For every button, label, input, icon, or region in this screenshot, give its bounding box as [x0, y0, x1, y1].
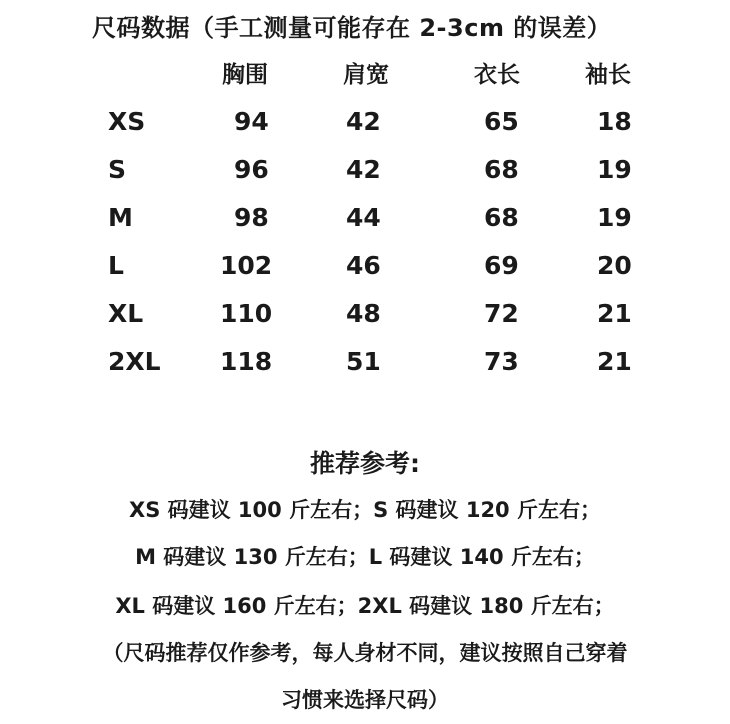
length-value: 72	[484, 299, 519, 328]
sleeve-value: 20	[597, 251, 632, 280]
length-value: 73	[484, 347, 519, 376]
recommend-line: M 码建议 130 斤左右；L 码建议 140 斤左右；	[135, 545, 595, 569]
sleeve-value: 19	[597, 203, 632, 232]
length-value: 65	[484, 107, 519, 136]
length-value: 68	[484, 203, 519, 232]
sleeve-value: 18	[597, 107, 632, 136]
shoulder-value: 44	[346, 203, 381, 232]
length-value: 68	[484, 155, 519, 184]
column-header-chest: 胸围	[222, 62, 268, 88]
row-size-label: 2XL	[108, 347, 161, 376]
row-size-label: L	[108, 251, 124, 280]
recommend-line: XS 码建议 100 斤左右；S 码建议 120 斤左右；	[129, 498, 601, 522]
column-header-shoulder: 肩宽	[343, 62, 389, 88]
page-title: 尺码数据（手工测量可能存在 2-3cm 的误差）	[92, 14, 612, 42]
chest-value: 110	[220, 299, 273, 328]
row-size-label: M	[108, 203, 133, 232]
sleeve-value: 21	[597, 299, 632, 328]
chest-value: 94	[234, 107, 269, 136]
recommend-title: 推荐参考:	[310, 449, 420, 478]
column-header-length: 衣长	[474, 62, 520, 88]
shoulder-value: 42	[346, 155, 381, 184]
column-header-sleeve: 袖长	[585, 62, 631, 88]
sleeve-value: 21	[597, 347, 632, 376]
chest-value: 98	[234, 203, 269, 232]
recommend-note: 习惯来选择尺码）	[281, 688, 449, 712]
shoulder-value: 48	[346, 299, 381, 328]
length-value: 69	[484, 251, 519, 280]
shoulder-value: 42	[346, 107, 381, 136]
chest-value: 96	[234, 155, 269, 184]
recommend-note: （尺码推荐仅作参考，每人身材不同，建议按照自己穿着	[102, 641, 628, 665]
sleeve-value: 19	[597, 155, 632, 184]
chest-value: 118	[220, 347, 273, 376]
recommend-line: XL 码建议 160 斤左右；2XL 码建议 180 斤左右；	[115, 594, 615, 618]
shoulder-value: 51	[346, 347, 381, 376]
row-size-label: XS	[108, 107, 146, 136]
chest-value: 102	[220, 251, 273, 280]
row-size-label: XL	[108, 299, 144, 328]
row-size-label: S	[108, 155, 127, 184]
shoulder-value: 46	[346, 251, 381, 280]
